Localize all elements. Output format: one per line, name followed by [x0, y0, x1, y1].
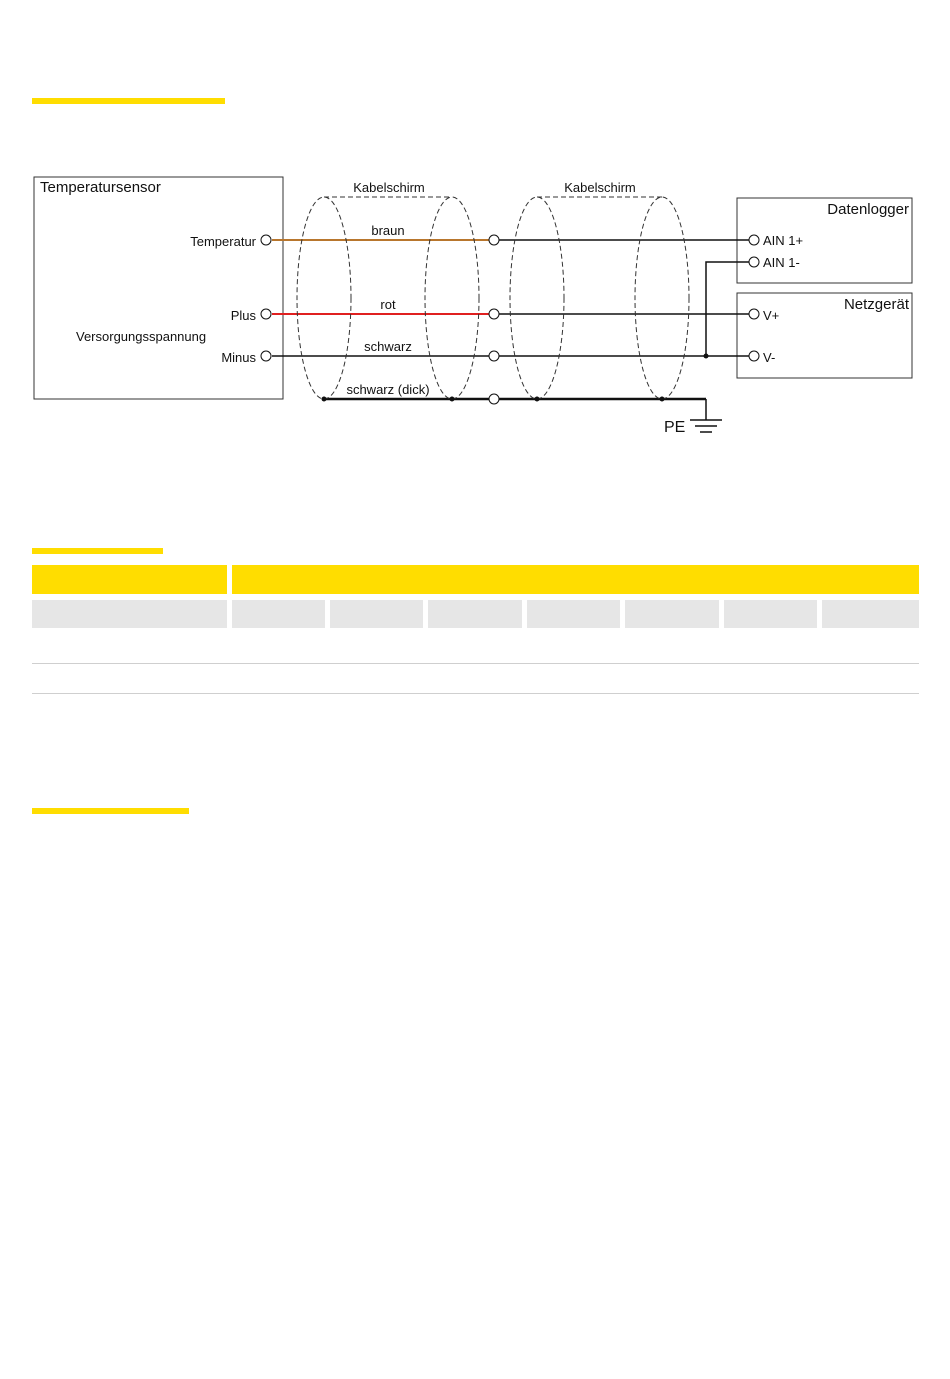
- psu-terminal-v-plus: [749, 309, 759, 319]
- cable-shield-2: [510, 197, 689, 399]
- sensor-supply-label: Versorgungsspannung: [76, 329, 207, 344]
- psu-terminal-v-minus: [749, 351, 759, 361]
- datalogger-title: Datenlogger: [827, 201, 909, 218]
- terminal-label-temperatur: Temperatur: [190, 234, 256, 249]
- sensor-terminal-minus: [261, 351, 271, 361]
- shield-drain-dot: [450, 397, 455, 402]
- wiring-diagram: [0, 0, 950, 450]
- connector-terminal: [489, 235, 499, 245]
- wire-ain-minus-bridge: [706, 262, 749, 356]
- wire-label-black-thick: schwarz (dick): [346, 382, 430, 397]
- shield-drain-dot: [535, 397, 540, 402]
- ground-label: PE: [664, 419, 686, 436]
- wire-label-black: schwarz: [364, 339, 412, 354]
- connector-terminal: [489, 394, 499, 404]
- shield-drain-dot: [322, 397, 327, 402]
- section-accent-bar-table: [32, 548, 163, 554]
- datalogger-terminal-ain-minus: [749, 257, 759, 267]
- junction-dot: [704, 354, 709, 359]
- sensor-box: [34, 177, 283, 399]
- sensor-terminal-plus: [261, 309, 271, 319]
- connector-terminal: [489, 309, 499, 319]
- table-subheader-cell: [724, 600, 817, 628]
- psu-v-minus-label: V-: [763, 350, 776, 365]
- connector-terminal: [489, 351, 499, 361]
- shield-label-1: Kabelschirm: [353, 180, 425, 195]
- wire-label-brown: braun: [371, 223, 405, 238]
- table-subheader-cell: [32, 600, 227, 628]
- datalogger-terminal-ain-plus: [749, 235, 759, 245]
- table-header-cell: [32, 565, 227, 594]
- table-subheader-cell: [330, 600, 423, 628]
- table-header-cell: [232, 565, 919, 594]
- table-subheader-cell: [527, 600, 620, 628]
- datalogger-ain-minus-label: AIN 1-: [763, 255, 800, 270]
- table-subheader-cell: [232, 600, 325, 628]
- wire-label-red: rot: [380, 297, 396, 312]
- shield-label-2: Kabelschirm: [564, 180, 636, 195]
- table-subheader-cell: [428, 600, 522, 628]
- table-subheader-cell: [822, 600, 919, 628]
- ground-icon: [690, 420, 722, 432]
- sensor-title: Temperatursensor: [40, 179, 161, 196]
- section-accent-bar-third: [32, 808, 189, 814]
- table-subheader-cell: [625, 600, 719, 628]
- terminal-label-plus: Plus: [230, 308, 256, 323]
- datalogger-ain-plus-label: AIN 1+: [763, 233, 804, 248]
- terminal-label-minus: Minus: [221, 350, 256, 365]
- psu-title: Netzgerät: [843, 296, 909, 313]
- table-row-divider: [32, 693, 919, 694]
- shield-drain-dot: [660, 397, 665, 402]
- psu-v-plus-label: V+: [763, 308, 780, 323]
- table-row-divider: [32, 663, 919, 664]
- sensor-terminal-temperatur: [261, 235, 271, 245]
